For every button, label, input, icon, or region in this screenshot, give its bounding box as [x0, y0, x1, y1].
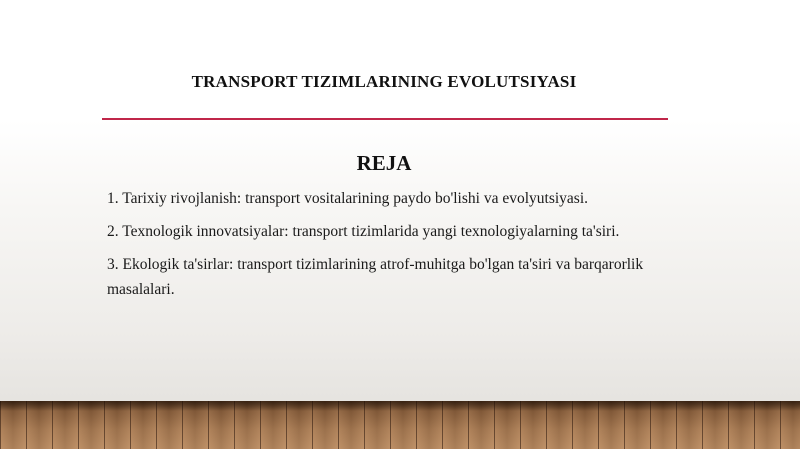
- slide-title: TRANSPORT TIZIMLARINING EVOLUTSIYASI: [191, 72, 577, 91]
- plan-list: [107, 186, 697, 310]
- floor-shadow: [0, 401, 800, 411]
- title-divider: [102, 118, 668, 120]
- plan-heading: REJA: [356, 151, 412, 175]
- plan-item: 1. Tarixiy rivojlanish: transport vositalarining paydo bo'lishi va evolyutsiyasi.: [107, 190, 588, 207]
- plan-item: 2. Texnologik innovatsiyalar: transport tizimlarida yangi texnologiyalarning ta'siri.: [107, 223, 620, 240]
- plan-item: 3. Ekologik ta'sirlar: transport tizimlarining atrof-muhitga bo'lgan ta'siri va barqarorlik masalalari.: [107, 256, 644, 298]
